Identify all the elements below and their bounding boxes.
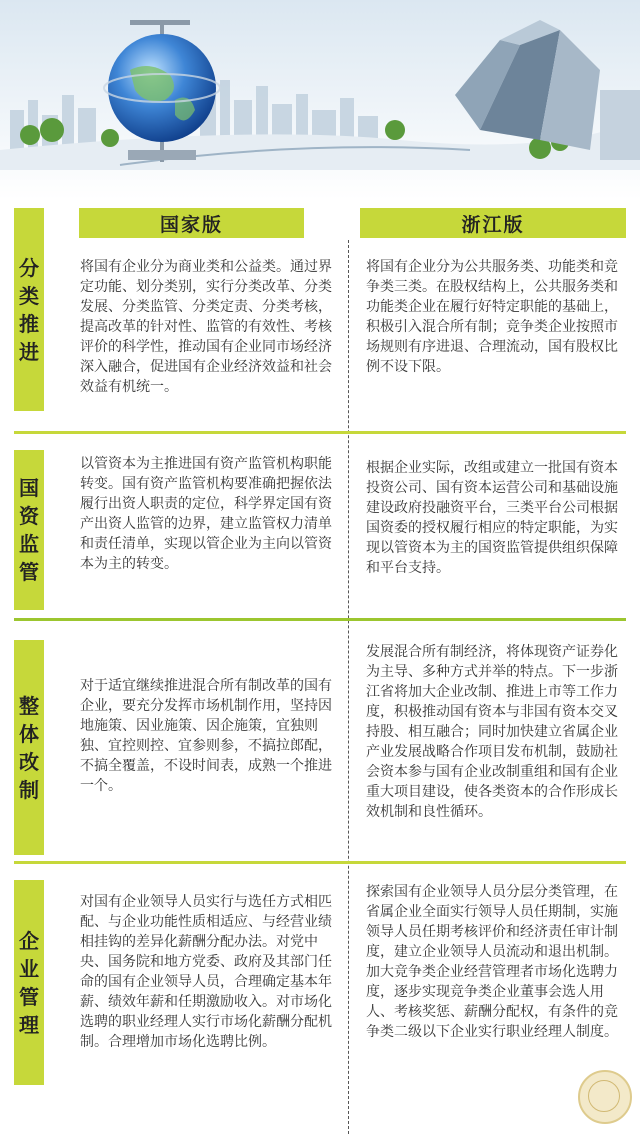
watermark-logo [578, 1070, 632, 1124]
section-divider [14, 618, 626, 621]
national-classification-text: 将国有企业分为商业类和公益类。通过界定功能、划分类别，实行分类改革、分类发展、分类监管、分类定责、分类考核，提高改革的针对性、监管的有效性、考核评价的科学性，推动国有企业同市场经济深入融合，促进国有企业经济效益和社会效益有机统一。 [80, 259, 332, 395]
national-management-text: 对国有企业领导人员实行与选任方式相匹配、与企业功能性质相适应、与经营业绩相挂钩的差异化薪酬分配办法。对党中央、国务院和地方党委、政府及其部门任命的国有企业领导人员，合理确定基本年薪、绩效年薪和任期激励收入。对市场化选聘的职业经理人实行市场化薪酬分配机制。合理增加市场化选聘比例。 [80, 894, 332, 1050]
city-globe-illustration [0, 0, 640, 200]
section-label-restructuring: 整 体 改 制 [14, 640, 44, 855]
column-divider [348, 240, 349, 1134]
section-label-state-asset-supervision: 国 资 监 管 [14, 450, 44, 610]
national-restructuring-text: 对于适宜继续推进混合所有制改革的国有企业，要充分发挥市场机制作用，坚持因地施策、因业施策、因企施策，宜独则独、宜控则控、宜参则参，不搞拉郎配，不搞全覆盖，不设时间表，成熟一个推进一个。 [80, 678, 332, 794]
banner-illustration [0, 0, 640, 200]
zhejiang-management-text: 探索国有企业领导人员分层分类管理，在省属企业全面实行领导人员任期制，实施领导人员任期考核评价和经济责任审计制度，建立企业领导人员流动和退出机制。加大竞争类企业经营管理者市场化选聘力度，逐步实现竞争类企业董事会选人用人、考核奖惩、薪酬分配权，有条件的竞争类二级以下企业实行职业经理人制度。 [366, 884, 618, 1040]
zhejiang-restructuring-text: 发展混合所有制经济，将体现资产证券化为主导、多种方式并举的特点。下一步浙江省将加大企业改制、推进上市等工作力度，积极推动国有资本与非国有资本交叉持股、相互融合；同时加快建立省属企业产业发展战略合作项目发布机制，鼓励社会资本参与国有企业改制重组和国有企业重大项目建设，使各类资本的合作形成长效机制和良性循环。 [366, 644, 618, 820]
zhejiang-supervision-text: 根据企业实际，改组或建立一批国有资本投资公司、国有资本运营公司和基础设施建设政府投融资平台，三类平台公司根据国资委的授权履行相应的特定职能，为实现以管资本为主的国资监管提供组织保障和平台支持。 [366, 460, 618, 576]
zhejiang-classification-text: 将国有企业分为公共服务类、功能类和竞争类三类。在股权结构上，公共服务类和功能类企业在履行好特定职能的基础上，积极引入混合所有制；竞争类企业按照市场规则有序进退、合理流动，国有股权比例不设下限。 [366, 259, 618, 375]
zhejiang-version-header: 浙江版 [360, 208, 626, 238]
section-divider [14, 861, 626, 864]
section-label-enterprise-management: 企 业 管 理 [14, 880, 44, 1085]
national-version-header: 国家版 [79, 208, 304, 238]
section-divider [14, 431, 626, 434]
section-label-classification: 分 类 推 进 [14, 208, 44, 411]
national-supervision-text: 以管资本为主推进国有资产监管机构职能转变。国有资产监管机构要准确把握依法履行出资人职责的定位，科学界定国有资产出资人监管的边界，建立监管权力清单和责任清单，实现以管企业为主向以管资本为主的转变。 [80, 456, 332, 572]
